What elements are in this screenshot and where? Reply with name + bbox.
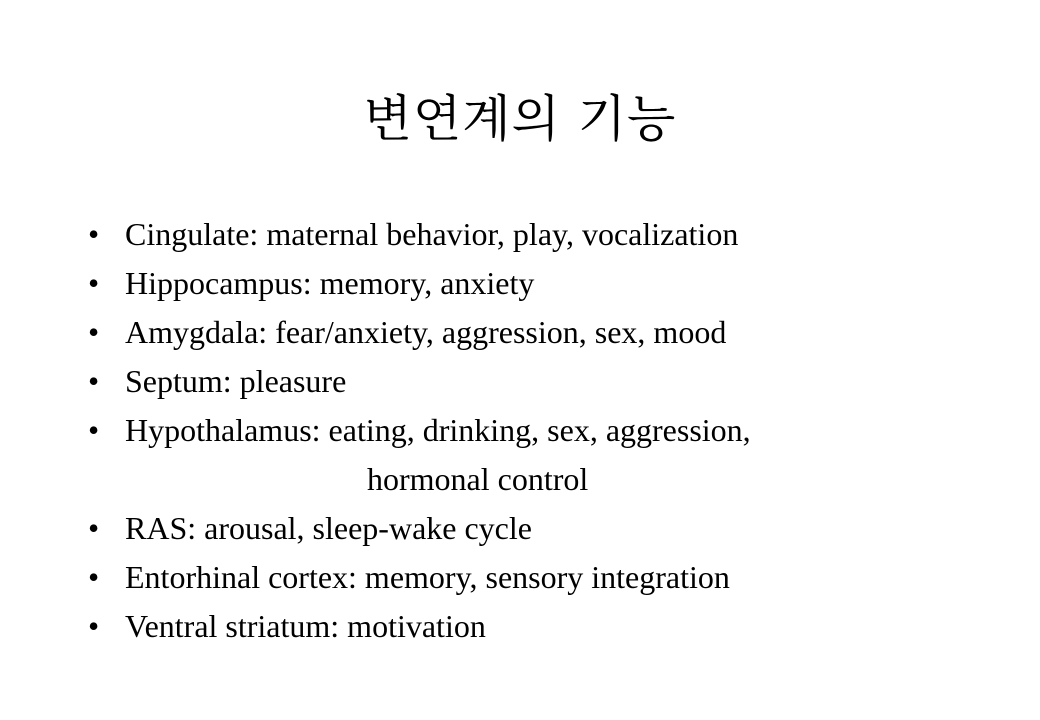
list-item-text: Cingulate: maternal behavior, play, vocalization xyxy=(125,216,739,252)
list-item-amygdala xyxy=(88,308,751,357)
list-item-text: Entorhinal cortex: memory, sensory integration xyxy=(125,559,730,595)
list-item-hypothalamus xyxy=(88,406,751,455)
bullet-icon: • xyxy=(88,559,100,595)
bullet-icon: • xyxy=(88,363,100,399)
list-item-ras xyxy=(88,504,751,553)
list-item-text: Septum: pleasure xyxy=(125,363,347,399)
bullet-icon: • xyxy=(88,510,100,546)
bullet-icon: • xyxy=(88,216,100,252)
slide-title: 변연계의 기능 xyxy=(363,90,677,148)
list-item-cingulate xyxy=(88,210,751,259)
bullet-icon: • xyxy=(88,412,100,448)
list-item-text: Ventral striatum: motivation xyxy=(125,608,486,644)
bullet-list xyxy=(88,210,751,651)
list-item-text: Hypothalamus: eating, drinking, sex, aggression, xyxy=(125,412,751,448)
list-item-text: RAS: arousal, sleep-wake cycle xyxy=(125,510,532,546)
list-item-ventral-striatum xyxy=(88,602,751,651)
list-item-continuation: hormonal control xyxy=(367,461,589,497)
list-item-text: Hippocampus: memory, anxiety xyxy=(125,265,535,301)
list-item-text: Amygdala: fear/anxiety, aggression, sex, mood xyxy=(125,314,727,350)
list-item-hippocampus xyxy=(88,259,751,308)
bullet-icon: • xyxy=(88,314,100,350)
bullet-icon: • xyxy=(88,265,100,301)
bullet-icon: • xyxy=(88,608,100,644)
list-item-septum xyxy=(88,357,751,406)
list-item-entorhinal-cortex xyxy=(88,553,751,602)
